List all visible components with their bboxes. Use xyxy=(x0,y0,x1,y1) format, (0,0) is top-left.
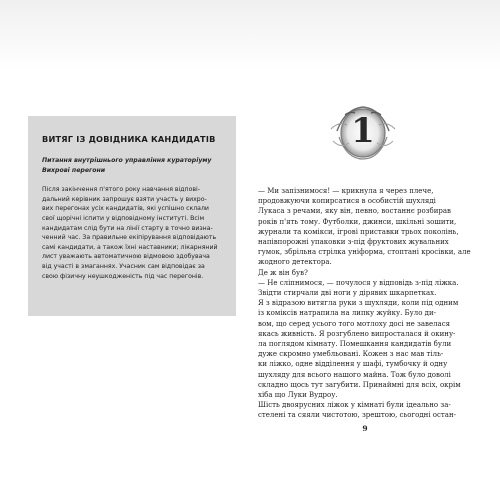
excerpt-body: Після закінчення п'ятого року навчання відпові- дальний керівник запрошує взяти участь у вихро- вих перегонах усіх кандидатів, які успішно склали свої щорічні іспити у відповідному інституті. Всім кандидатам слід бути на лінії старту в точно визна- ченний час. За правильне екіпірування відповідають самі кандидати, а також їхні наставники; лікарняний лист уважають автоматичною відмовою здобувача від участі в змаганнях. Учасник сам відповідає за свою фізичну неушкодженість під час перегонів. xyxy=(42,186,218,280)
page-top-shade xyxy=(0,0,500,70)
handbook-excerpt-box xyxy=(28,116,236,316)
chapter-body-text: — Ми запізнимося! — крикнула я через плече, продовжуючи копирсатися в особистій шухляді Лукаса з речами, яку він, певно, востаннє розбирав років п'ять тому. Футболки, джинси, шкільні зошити, журнали та комікси, ігрові приставки трьох поколінь, напівпорожні упаковки з-під фруктових жувальних гумок, збрільна стрілка уніформа, стоптані кросівки, але жодного детектора. Де ж він був? — Не сліпнимося, — почулося у відповідь з-під ліжка. Звідти стирчали дві ноги у дірявих шкарпетках. Я з відразою витягла руки з шухляди, коли під одним із коміксів натрапила на липку жуйку. Було ди- вом, що серед усього того мотлоху досі не завелася якась живність. Я розгублено випросталася й окину- ла поглядом кімнату. Помешкання кандидатів були дуже скромно умебльовані. Кожен з нас мав тіль- ки ліжко, одне відділення у шафі, тумбочку й одну шухляду для всього нашого майна. Тож було доволі складно щось тут загубити. Принаймні для всіх, окрім хіба що Луки Вудроу. Шість двоярусних ліжок у кімнаті були ідеально за- стелені та сяяли чистотою, зрештою, сьогодні остан- xyxy=(258,187,471,420)
page-number: 9 xyxy=(362,424,368,433)
chapter-number: 1 xyxy=(351,111,375,151)
excerpt-title: ВИТЯГ ІЗ ДОВІДНИКА КАНДИДАТІВ xyxy=(42,134,216,144)
excerpt-subtitle: Питання внутрішнього управління кураторіуму Вихрові перегони xyxy=(42,157,212,174)
